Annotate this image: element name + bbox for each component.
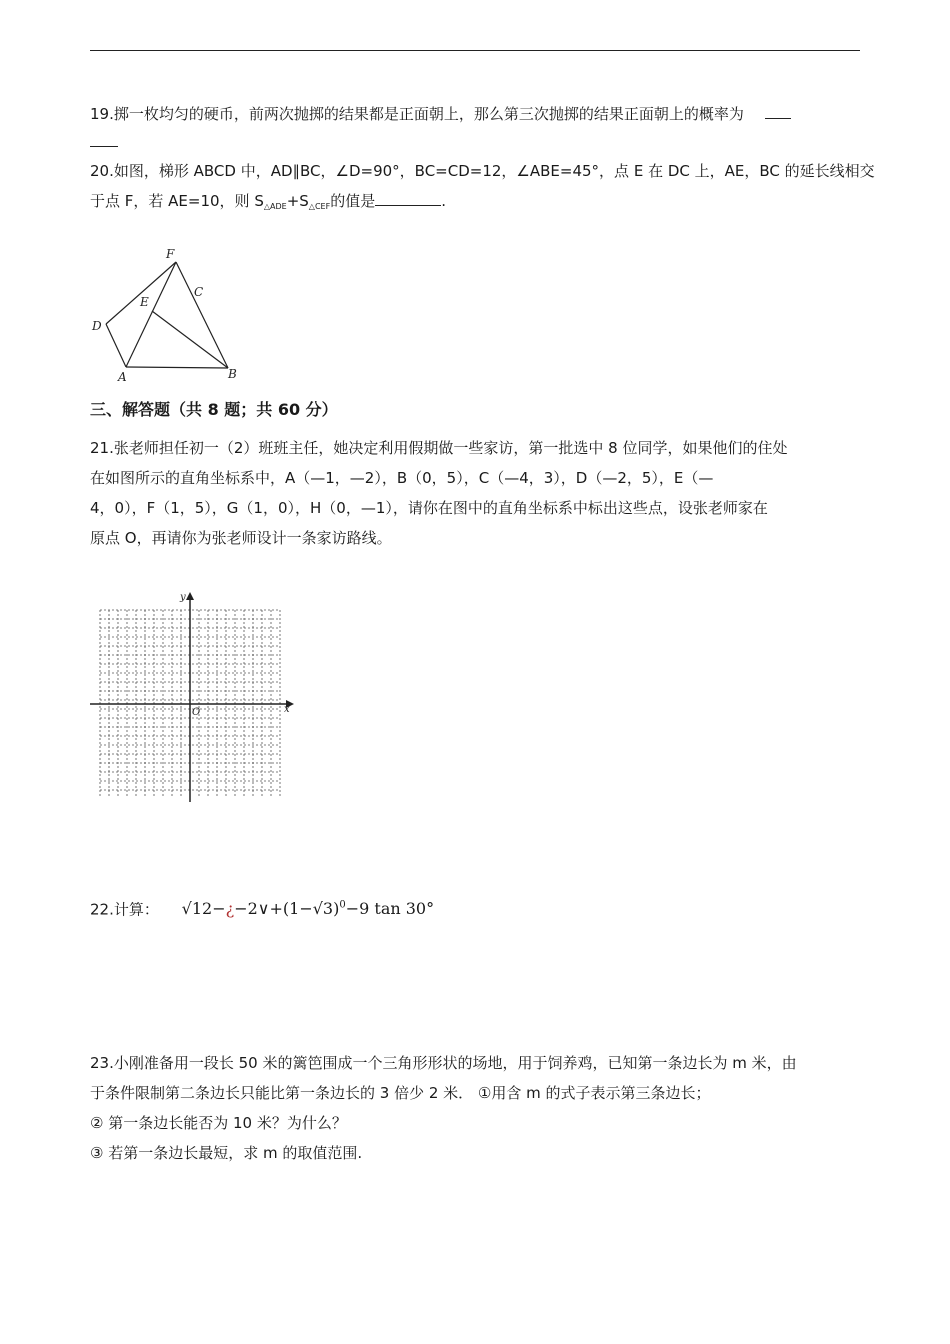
label-d: D <box>92 319 102 333</box>
answer-blank-20 <box>375 191 441 206</box>
question-23-line-4: ③ 若第一条边长最短，求 m 的取值范围. <box>90 1144 363 1162</box>
question-19-text: 19.掷一枚均匀的硬币，前两次抛掷的结果都是正面朝上，那么第三次抛掷的结果正面朝上的概率为 <box>90 105 744 123</box>
q22-part-1: √12− <box>181 899 226 919</box>
q22-exponent: 0 <box>339 900 346 911</box>
q22-expression <box>182 899 434 918</box>
question-20-line-2 <box>90 191 446 217</box>
question-19 <box>90 104 791 124</box>
q20-plus: +S <box>286 192 309 210</box>
section-3-heading: 三、解答题（共 8 题；共 60 分） <box>90 400 338 419</box>
q22-prefix: 22.计算： <box>90 900 159 919</box>
question-19-continued <box>90 132 118 152</box>
label-e: E <box>140 295 149 309</box>
answer-blank-19a <box>765 104 791 119</box>
question-23-line-2: 于条件限制第二条边长只能比第一条边长的 3 倍少 2 米． ①用含 m 的式子表示第三条边长； <box>90 1084 711 1102</box>
question-23-line-3: ② 第一条边长能否为 10 米？为什么？ <box>90 1114 347 1132</box>
line-b-f <box>176 262 228 368</box>
label-c: C <box>194 285 204 299</box>
label-b: B <box>228 367 237 381</box>
y-axis-arrow-icon <box>186 592 194 600</box>
question-21-line-4: 原点 O，再请你为张老师设计一条家访路线。 <box>90 529 392 547</box>
q20-suffix: 的值是 <box>330 192 376 210</box>
label-a: A <box>118 370 127 384</box>
y-axis-label: y <box>180 592 186 603</box>
line-a-b <box>126 367 228 368</box>
line-d-a <box>106 324 126 367</box>
label-f: F <box>166 247 175 261</box>
header-rule <box>90 50 860 51</box>
question-21-line-3: 4，0），F（1，5），G（1，0），H（0，—1），请你在图中的直角坐标系中标出这些点，设张老师家在 <box>90 499 768 517</box>
question-23-line-1: 23.小刚准备用一段长 50 米的篱笆围成一个三角形形状的场地，用于饲养鸡，已知第一条边长为 m 米，由 <box>90 1054 797 1072</box>
x-axis-label: x <box>284 704 290 715</box>
q22-part-2: −2∨+(1−√3) <box>234 899 340 919</box>
question-20-line-1: 20.如图，梯形 ABCD 中，AD∥BC，∠D=90°，BC=CD=12，∠ABE=45°，点 E 在 DC 上，AE，BC 的延长线相交 <box>90 162 875 180</box>
line-a-f <box>126 262 176 367</box>
q20-subscript-ade: △ADE <box>263 202 287 211</box>
q22-part-3: −9 tan 30° <box>345 899 435 919</box>
line-d-c <box>106 262 176 324</box>
origin-label: O <box>192 707 201 718</box>
trapezoid-figure <box>86 240 246 385</box>
q22-odd-char: ¿ <box>225 899 235 919</box>
answer-blank-19b <box>90 132 118 147</box>
q20-end: . <box>441 192 446 210</box>
coordinate-grid <box>86 588 298 806</box>
q20-subscript-cef: △CEF <box>308 202 331 211</box>
line-e-b <box>152 311 228 368</box>
question-22 <box>90 896 434 919</box>
question-21-line-2: 在如图所示的直角坐标系中，A（—1，—2），B（0，5），C（—4，3），D（—2，5），E（— <box>90 469 714 487</box>
question-21-line-1: 21.张老师担任初一（2）班班主任，她决定利用假期做一些家访，第一批选中 8 位同学，如果他们的住处 <box>90 439 788 457</box>
q20-prefix: 于点 F，若 AE=10，则 S <box>90 192 264 210</box>
